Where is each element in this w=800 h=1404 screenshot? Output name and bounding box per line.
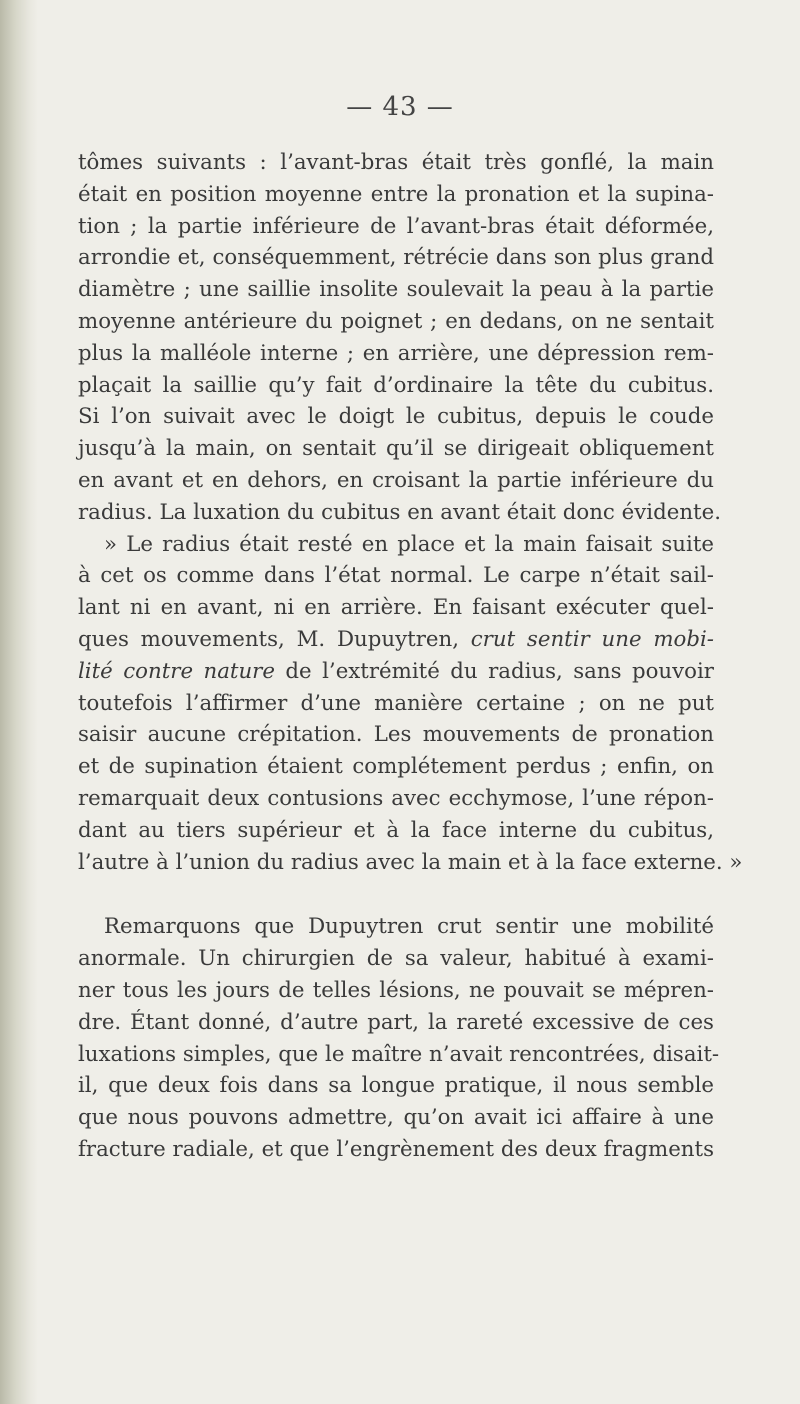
body-text <box>78 147 743 1166</box>
text-line-italic-1: ques mouvements, M. Dupuytren, crut sentir une mobi- <box>78 626 714 652</box>
text-line: diamètre ; une saillie insolite soulevait la peau à la partie <box>78 277 714 303</box>
text-line: anormale. Un chirurgien de sa valeur, habitué à exami- <box>78 946 714 972</box>
italic-phrase: lité contre nature <box>78 658 275 684</box>
text-line: il, que deux fois dans sa longue pratique, il nous semble <box>78 1073 714 1099</box>
text-line: saisir aucune crépitation. Les mouvements de pronation <box>78 722 714 748</box>
text-line: dre. Étant donné, d’autre part, la rareté excessive de ces <box>78 1009 714 1035</box>
text-line: plus la malléole interne ; en arrière, une dépression rem- <box>78 340 714 366</box>
text-line: que nous pouvons admettre, qu’on avait ici affaire à une <box>78 1105 714 1131</box>
text-line: moyenne antérieure du poignet ; en dedans, on ne sentait <box>78 308 714 334</box>
page-number: — 43 — <box>346 92 454 122</box>
text-line: tion ; la partie inférieure de l’avant-bras était déformée, <box>78 213 714 239</box>
text-line: jusqu’à la main, on sentait qu’il se dirigeait obliquement <box>78 436 714 462</box>
paragraph-2 <box>78 529 743 879</box>
text-line: dant au tiers supérieur et à la face interne du cubitus, <box>78 817 714 843</box>
text-line: luxations simples, que le maître n’avait rencontrées, disait- <box>78 1041 720 1067</box>
text-line: et de supination étaient complétement perdus ; enfin, on <box>78 754 714 780</box>
text-line: tômes suivants : l’avant-bras était très gonflé, la main <box>78 150 714 175</box>
text-line: plaçait la saillie qu’y fait d’ordinaire la tête du cubitus. <box>78 372 714 398</box>
text-line: fracture radiale, et que l’engrènement des deux fragments <box>78 1136 714 1162</box>
text-line: Remarquons que Dupuytren crut sentir une mobilité <box>104 914 714 940</box>
text-line: en avant et en dehors, en croisant la partie inférieure du <box>78 467 714 493</box>
text-line: à cet os comme dans l’état normal. Le carpe n’était sail- <box>78 563 714 589</box>
text-line: l’autre à l’union du radius avec la main et à la face externe. » <box>78 849 743 875</box>
text-line: était en position moyenne entre la pronation et la supina- <box>78 181 714 207</box>
paragraph-spacer <box>78 878 714 911</box>
text-line: lant ni en avant, ni en arrière. En faisant exécuter quel- <box>78 595 714 621</box>
text-line-italic-2: lité contre nature de l’extrémité du radius, sans pouvoir <box>78 658 714 684</box>
italic-phrase: crut sentir une mobi- <box>470 626 714 652</box>
text-line: Si l’on suivait avec le doigt le cubitus, depuis le coude <box>78 404 714 430</box>
text-line: arrondie et, conséquemment, rétrécie dans son plus grand <box>78 245 714 271</box>
text-line: radius. La luxation du cubitus en avant était donc évidente. <box>78 499 721 525</box>
text-line: toutefois l’affirmer d’une manière certaine ; on ne put <box>78 690 714 716</box>
text-line: remarquait deux contusions avec ecchymose, l’une répon- <box>78 785 714 811</box>
paragraph-3 <box>78 911 720 1165</box>
paragraph-1 <box>78 147 721 529</box>
text-line: ner tous les jours de telles lésions, ne pouvait se mépren- <box>78 977 714 1003</box>
binding-shadow <box>0 0 38 1404</box>
text-line: » Le radius était resté en place et la main faisait suite <box>104 531 714 557</box>
